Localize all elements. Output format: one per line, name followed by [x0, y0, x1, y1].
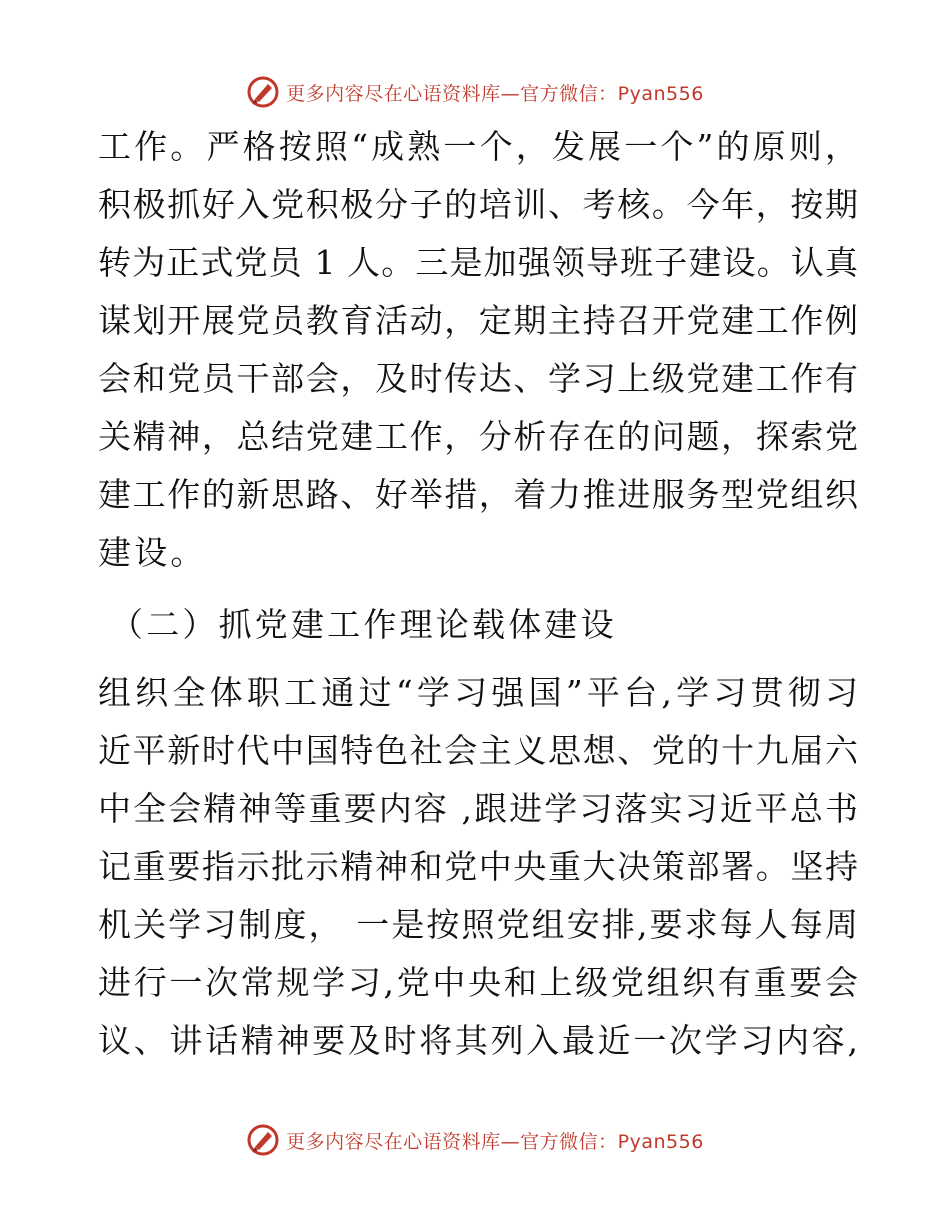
- paragraph-line: 记重要指示批示精神和党中央重大决策部署。坚持: [98, 847, 858, 886]
- footer-watermark: [0, 1118, 950, 1162]
- paragraph-line: 转为正式党员 1 人。三是加强领导班子建设。认真: [98, 243, 858, 282]
- paragraph-line: 积极抓好入党积极分子的培训、考核。今年，按期: [98, 185, 858, 224]
- paragraph-line: 工作。严格按照“成熟一个，发展一个”的原则，: [98, 127, 858, 166]
- watermark-text: 更多内容尽在心语资料库—官方微信：Pyan556: [286, 82, 704, 105]
- paragraph-line: 会和党员干部会，及时传达、学习上级党建工作有: [98, 359, 858, 398]
- paragraph-line: 组织全体职工通过“学习强国”平台,学习贯彻习: [98, 673, 858, 712]
- paragraph-line: 谋划开展党员教育活动，定期主持召开党建工作例: [98, 301, 858, 340]
- paragraph-line: 进行一次常规学习,党中央和上级党组织有重要会: [98, 963, 858, 1002]
- section-heading: （二）抓党建工作理论载体建设: [110, 605, 617, 644]
- paragraph-line: 机关学习制度， 一是按照党组安排,要求每人每周: [98, 905, 858, 944]
- paragraph-line: 近平新时代中国特色社会主义思想、党的十九届六: [98, 731, 858, 770]
- paragraph-line: 建工作的新思路、好举措，着力推进服务型党组织: [98, 475, 858, 514]
- paragraph-line: 关精神，总结党建工作，分析存在的问题，探索党: [98, 417, 858, 456]
- paragraph-line: 中全会精神等重要内容 ,跟进学习落实习近平总书: [98, 789, 858, 828]
- header-watermark: [0, 70, 950, 114]
- watermark-text: 更多内容尽在心语资料库—官方微信：Pyan556: [286, 1130, 704, 1153]
- paragraph-line: 议、讲话精神要及时将其列入最近一次学习内容,: [98, 1021, 858, 1060]
- pen-logo-icon: [246, 75, 280, 109]
- pen-logo-icon: [246, 1123, 280, 1157]
- document-body: [98, 118, 858, 1070]
- paragraph-line: 建设。: [98, 533, 207, 572]
